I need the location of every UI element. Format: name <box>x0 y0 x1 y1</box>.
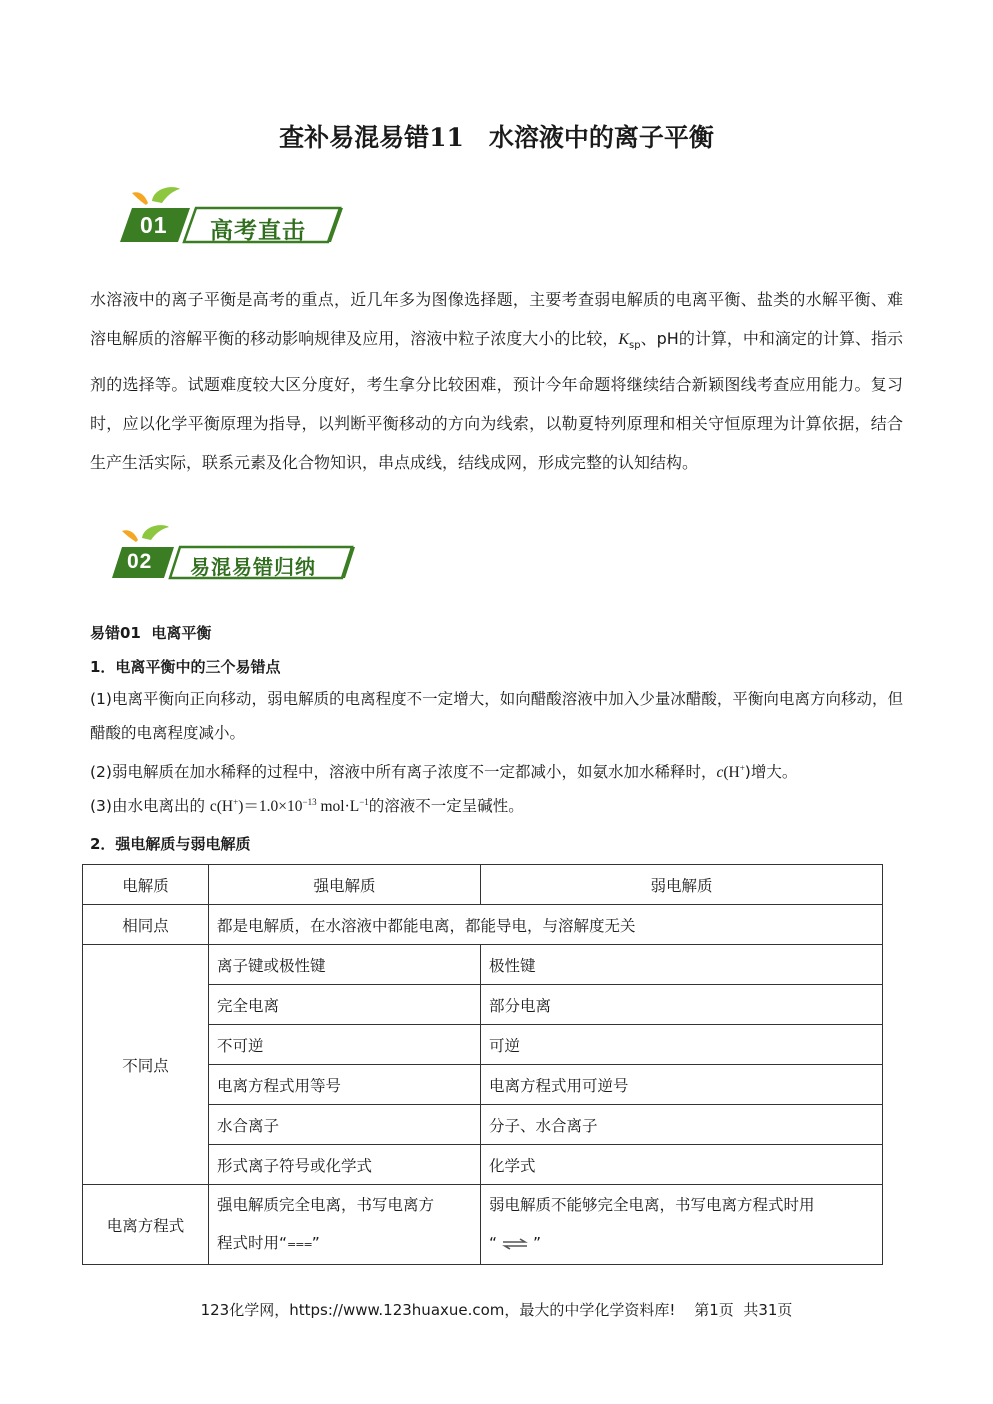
error-heading: 易错01 电离平衡 <box>90 624 212 642</box>
section-badge-01 <box>118 185 343 245</box>
row-label: 电离方程式 <box>83 1185 209 1265</box>
cell-line <box>489 1224 874 1262</box>
table-cell: 化学式 <box>481 1145 883 1185</box>
subheading-2: 2．强电解质与弱电解质 <box>90 835 251 853</box>
table-cell: 离子键或极性键 <box>209 945 481 985</box>
ksp-subscript: sp <box>629 340 641 352</box>
table-cell: 电离方程式用等号 <box>209 1065 481 1105</box>
section-label: 高考直击 <box>210 218 306 244</box>
point-2-text: (2)弱电解质在加水稀释的过程中，溶液中所有离子浓度不一定都减小，如氨水加水稀释时， <box>90 763 717 782</box>
comparison-table <box>82 864 883 1265</box>
table-header-row <box>83 865 883 905</box>
cell-line: 弱电解质不能够完全电离，书写电离方程式时用 <box>489 1196 815 1214</box>
table-cell: 可逆 <box>481 1025 883 1065</box>
table-cell: 水合离子 <box>209 1105 481 1145</box>
cell-text: ” <box>533 1234 542 1252</box>
cell-text: ” <box>311 1234 320 1252</box>
formula-part-c: mol·L <box>316 798 360 816</box>
point-3-tail: 的溶液不一定呈碱性。 <box>368 797 524 816</box>
cell-text: 程式时用“ <box>217 1234 288 1252</box>
subheading-1: 1．电离平衡中的三个易错点 <box>90 658 281 676</box>
table-cell: 分子、水合离子 <box>481 1105 883 1145</box>
reversible-arrow-icon <box>501 1238 529 1250</box>
formula-part-b: )＝1.0×10 <box>238 798 303 816</box>
footer-text: 123化学网，https://www.123huaxue.com，最大的中学化学资料库! <box>200 1301 676 1319</box>
page-number: 第1页 共31页 <box>694 1301 793 1319</box>
point-1: (1)电离平衡向正向移动，弱电解质的电离程度不一定增大，如向醋酸溶液中加入少量冰醋酸，平衡向电离方向移动，但醋酸的电离程度减小。 <box>90 690 903 742</box>
section-label: 易混易错归纳 <box>190 555 316 579</box>
page-footer <box>0 1299 993 1320</box>
table-cell: 完全电离 <box>209 985 481 1025</box>
ksp-symbol: K <box>618 331 630 348</box>
table-header: 强电解质 <box>209 865 481 905</box>
table-cell <box>481 1185 883 1265</box>
formula-sup: + <box>233 797 239 807</box>
formula-sup: −1 <box>359 797 369 807</box>
table-row <box>83 945 883 985</box>
cell-line <box>217 1224 472 1264</box>
point-2-formula: c(H+ <box>716 763 745 782</box>
row-label: 相同点 <box>83 905 209 945</box>
point-3 <box>90 785 903 824</box>
table-cell <box>209 1185 481 1265</box>
table-cell: 不可逆 <box>209 1025 481 1065</box>
intro-text-1: 水溶液中的离子平衡是高考的重点，近几年多为图像选择题，主要考查弱电解质的电离平衡、盐类的水解平衡、难溶电解质的溶解平衡的移动影响规律及应用，溶液中粒子浓度大小的比较， <box>90 290 903 348</box>
cell-text: “ <box>489 1234 498 1252</box>
point-3-formula <box>210 798 369 815</box>
table-header: 电解质 <box>83 865 209 905</box>
table-row <box>83 1185 883 1265</box>
formula-sup: −13 <box>302 797 317 807</box>
section-number: 02 <box>127 550 153 573</box>
equals-sign: === <box>287 1238 312 1251</box>
row-label: 不同点 <box>83 945 209 1185</box>
point-2-tail: )增大。 <box>744 763 798 782</box>
table-cell: 部分电离 <box>481 985 883 1025</box>
table-cell: 极性键 <box>481 945 883 985</box>
intro-paragraph <box>90 280 903 482</box>
intro-text-2: 、pH的计算，中和滴定的计算、指示剂的选择等。试题难度较大区分度好，考生拿分比较困难，预计今年命题将继续结合新颖图线考查应用能力。复习时，应以化学平衡原理为指导，以判断平衡移动的方向为线索，以勒夏特列原理和相关守恒原理为计算依据，结合生产生活实际，联系元素及化合物知识，串点成线，结线成网，形成完整的认知结构。 <box>90 329 903 473</box>
section-number: 01 <box>140 212 168 238</box>
point-3-text: (3)由水电离出的 <box>90 797 210 816</box>
table-cell: 电离方程式用可逆号 <box>481 1065 883 1105</box>
table-row <box>83 905 883 945</box>
section-badge-02 <box>110 523 355 581</box>
page-title: 查补易混易错11 水溶液中的离子平衡 <box>279 123 714 152</box>
cell-line: 强电解质完全电离，书写电离方 <box>217 1196 435 1214</box>
table-cell: 都是电解质，在水溶液中都能电离，都能导电，与溶解度无关 <box>209 905 883 945</box>
formula-part-a: c(H <box>209 798 234 816</box>
formula-sup: + <box>739 763 745 773</box>
table-cell: 形式离子符号或化学式 <box>209 1145 481 1185</box>
table-header: 弱电解质 <box>481 865 883 905</box>
